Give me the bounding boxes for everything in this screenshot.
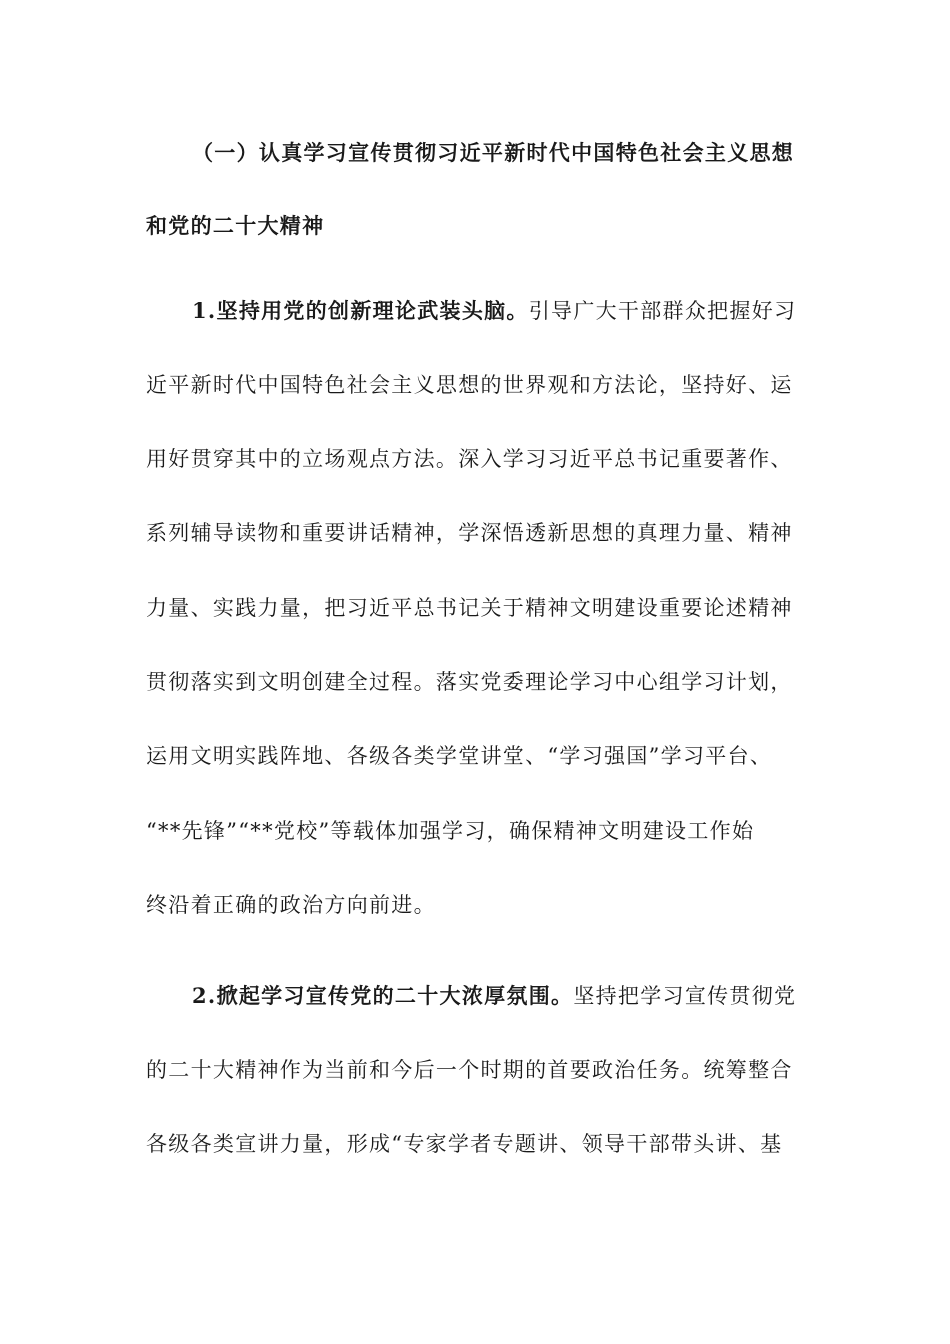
- paragraph-1-first-line-text: 引导广大干部群众把握好习: [528, 299, 797, 323]
- paragraph-1-line: “**先锋”“**党校”等载体加强学习，确保精神文明建设工作始: [146, 819, 755, 843]
- section-heading-line-1: （一）认真学习宣传贯彻习近平新时代中国特色社会主义思想: [192, 140, 795, 165]
- paragraph-2-title: 2.掀起学习宣传党的二十大浓厚氛围。: [192, 983, 574, 1008]
- paragraph-1-line: 用好贯穿其中的立场观点方法。深入学习习近平总书记重要著作、: [146, 447, 793, 471]
- paragraph-1-line: 运用文明实践阵地、各级各类学堂讲堂、“学习强国”学习平台、: [146, 744, 773, 768]
- paragraph-1-first-line: [192, 296, 852, 326]
- paragraph-1-line: 系列辅导读物和重要讲话精神，学深悟透新思想的真理力量、精神: [146, 521, 793, 545]
- paragraph-2-line: 各级各类宣讲力量，形成“专家学者专题讲、领导干部带头讲、基: [146, 1132, 783, 1156]
- paragraph-2-first-line: [192, 981, 852, 1011]
- paragraph-1-title: 1.坚持用党的创新理论武装头脑。: [192, 298, 529, 323]
- paragraph-1-line: 近平新时代中国特色社会主义思想的世界观和方法论，坚持好、运: [146, 373, 793, 397]
- paragraph-1-line: 终沿着正确的政治方向前进。: [146, 893, 436, 917]
- paragraph-2-line: 的二十大精神作为当前和今后一个时期的首要政治任务。统筹整合: [146, 1058, 793, 1082]
- paragraph-2-first-line-text: 坚持把学习宣传贯彻党: [573, 984, 797, 1008]
- section-heading-line-2: 和党的二十大精神: [146, 213, 325, 238]
- paragraph-1-line: 力量、实践力量，把习近平总书记关于精神文明建设重要论述精神: [146, 596, 793, 620]
- paragraph-1-line: 贯彻落实到文明创建全过程。落实党委理论学习中心组学习计划，: [146, 670, 793, 694]
